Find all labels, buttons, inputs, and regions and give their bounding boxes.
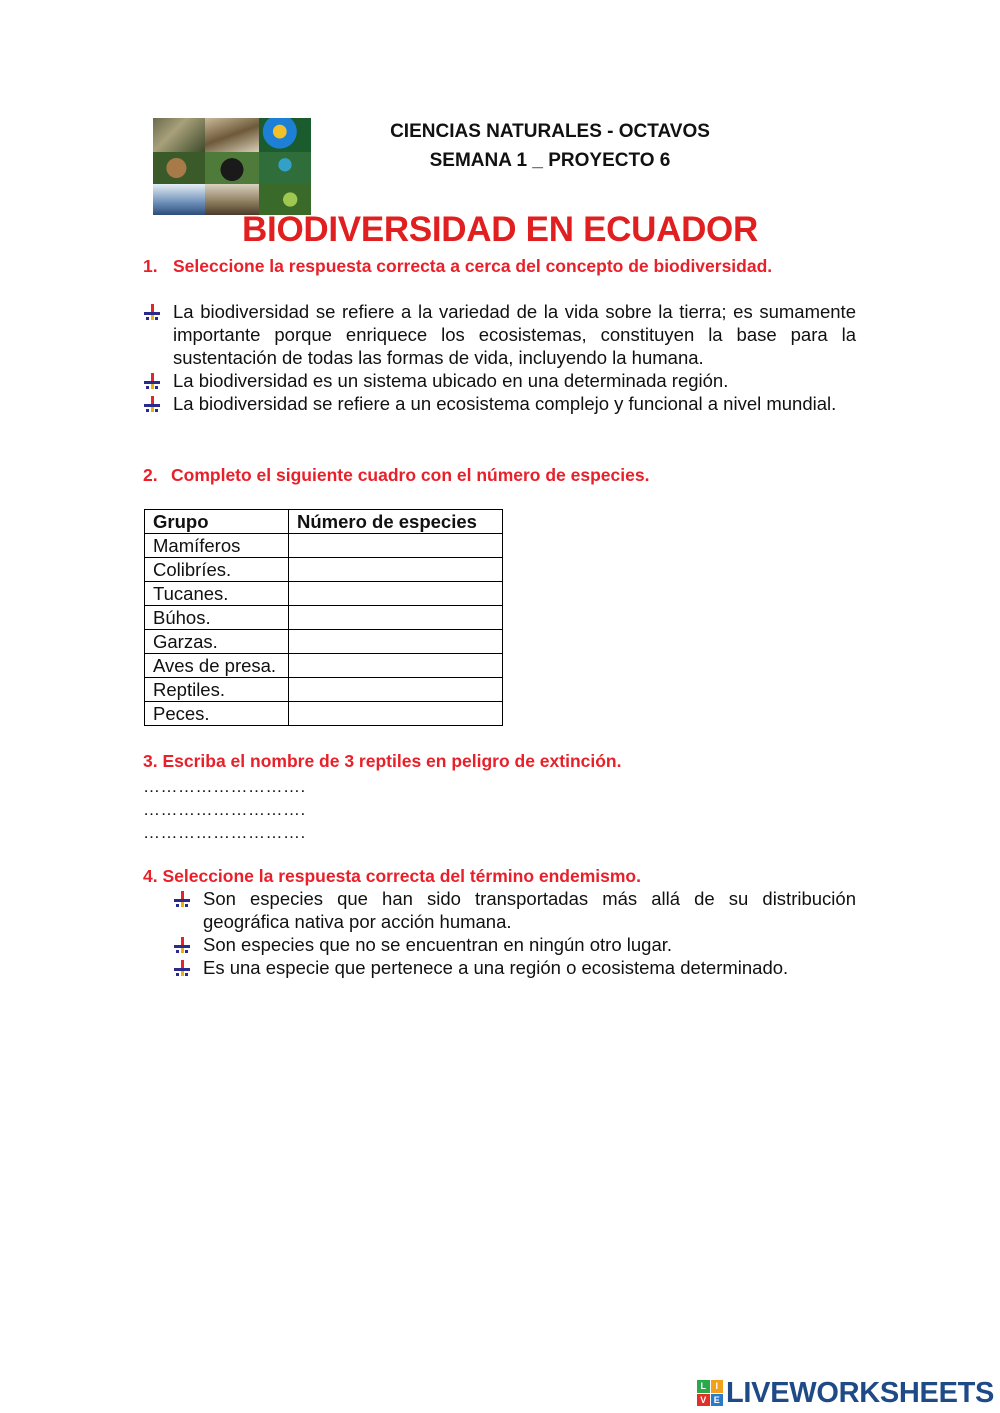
bullet-arrow-icon (143, 372, 161, 390)
table-cell-group: Búhos. (145, 606, 289, 630)
liveworksheets-logo-text: LIVEWORKSHEETS (726, 1376, 995, 1409)
species-count-input[interactable] (289, 702, 503, 726)
table-row (145, 702, 503, 726)
question-2-text: Completo el siguiente cuadro con el número de especies. (171, 465, 650, 485)
collage-tile-bear (205, 152, 259, 184)
table-cell-group: Garzas. (145, 630, 289, 654)
table-row (145, 678, 503, 702)
table-cell-group: Tucanes. (145, 582, 289, 606)
table-header-row (145, 510, 503, 534)
table-row (145, 630, 503, 654)
bullet-arrow-icon (173, 936, 191, 954)
bullet-arrow-icon (173, 890, 191, 908)
answer-blank-3[interactable]: ………………………. (143, 823, 306, 842)
table-cell-group: Mamíferos (145, 534, 289, 558)
table-cell-group: Peces. (145, 702, 289, 726)
header-photo-collage (153, 118, 311, 215)
table-cell-group: Aves de presa. (145, 654, 289, 678)
q4-option-2[interactable]: Son especies que no se encuentran en ningún otro lugar. (203, 934, 673, 955)
liveworksheets-logo-icon (697, 1380, 723, 1406)
table-cell-group: Colibríes. (145, 558, 289, 582)
species-count-input[interactable] (289, 582, 503, 606)
collage-tile-hummingbird (259, 152, 311, 184)
q1-option-3[interactable]: La biodiversidad se refiere a un ecosistema complejo y funcional a nivel mundial. (173, 393, 837, 414)
table-row (145, 558, 503, 582)
table-row (145, 582, 503, 606)
table-header-species-count: Número de especies (289, 510, 503, 534)
species-count-input[interactable] (289, 558, 503, 582)
collage-tile-iguana (153, 118, 205, 152)
question-1-number: 1. (143, 256, 158, 276)
question-2-number: 2. (143, 465, 158, 485)
q1-option-2[interactable]: La biodiversidad es un sistema ubicado en una determinada región. (173, 370, 729, 391)
species-count-input[interactable] (289, 678, 503, 702)
answer-blank-1[interactable]: ………………………. (143, 777, 306, 796)
answer-blank-2[interactable]: ………………………. (143, 800, 306, 819)
week-heading: SEMANA 1 _ PROYECTO 6 (429, 150, 671, 171)
bullet-arrow-icon (143, 395, 161, 413)
question-1-text: Seleccione la respuesta correcta a cerca del concepto de biodiversidad. (173, 256, 773, 276)
bullet-arrow-icon (143, 303, 161, 321)
logo-mark-letter: I (711, 1380, 724, 1393)
table-row (145, 654, 503, 678)
species-count-input[interactable] (289, 630, 503, 654)
logo-mark-letter: L (697, 1380, 710, 1393)
species-count-input[interactable] (289, 654, 503, 678)
bullet-arrow-icon (173, 959, 191, 977)
q4-option-3[interactable]: Es una especie que pertenece a una región o ecosistema determinado. (203, 957, 789, 978)
table-row (145, 534, 503, 558)
logo-mark-letter: V (697, 1394, 710, 1407)
q1-option-1[interactable]: La biodiversidad se refiere a la variedad de la vida sobre la tierra; es sumamente importante porque enriquece los ecosistemas, constituyen la base para la sustentación de todas las formas de vida, incluyendo la humana. (173, 301, 856, 368)
subject-heading: CIENCIAS NATURALES - OCTAVOS (390, 121, 710, 142)
question-3-text: 3. Escriba el nombre de 3 reptiles en peligro de extinción. (143, 751, 622, 771)
table-row (145, 606, 503, 630)
question-4-text: 4. Seleccione la respuesta correcta del término endemismo. (143, 866, 641, 886)
species-count-input[interactable] (289, 606, 503, 630)
table-header-group: Grupo (145, 510, 289, 534)
logo-mark-letter: E (711, 1394, 724, 1407)
collage-tile-otter (205, 118, 259, 152)
species-count-input[interactable] (289, 534, 503, 558)
liveworksheets-logo (697, 1378, 994, 1408)
table-cell-group: Reptiles. (145, 678, 289, 702)
collage-tile-frog (153, 152, 205, 184)
species-table (144, 509, 503, 726)
q4-option-1[interactable]: Son especies que han sido transportadas más allá de su distribución geográfica nativa por acción humana. (203, 888, 856, 932)
collage-tile-macaw (259, 118, 311, 152)
page-title: BIODIVERSIDAD EN ECUADOR (242, 210, 758, 249)
